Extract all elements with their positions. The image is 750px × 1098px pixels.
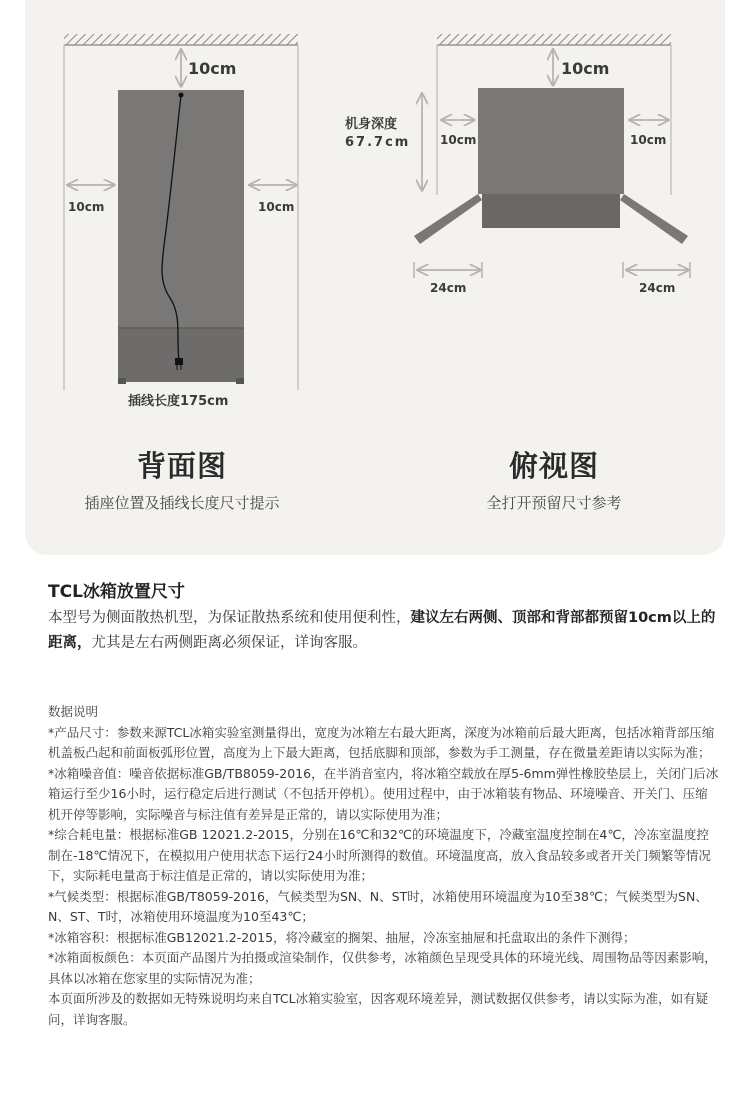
placement-title: TCL冰箱放置尺寸	[48, 582, 185, 602]
door-right-width: 24cm	[639, 281, 676, 295]
depth-value: 67.7cm	[345, 135, 411, 150]
note-power: *综合耗电量：根据标准GB 12021.2-2015，分别在16℃和32℃的环境温度下，冷藏室温度控制在4℃，冷冻室温度控制在-18℃情况下，在模拟用户使用状态下运行24小时所测得的数值。环境温度高，放入食品较多或者开关门频繁等情况下，实际耗电量高于标注值是正常的，请以实际使用为准；	[48, 827, 711, 883]
top-wall-hatch	[437, 34, 671, 45]
data-notes	[48, 702, 720, 1030]
placement-diagrams	[0, 0, 750, 420]
note-noise: *冰箱噪音值：噪音依据标准GB/TB8059-2016，在半消音室内，将冰箱空载放在厚5-6mm弹性橡胶垫层上，关闭门后冰箱运行至少16小时，运行稳定后进行测试（不包括开停机）。使用过程中，由于冰箱装有物品、环境噪音、开关门、压缩机开停等影响，实际噪音与标注值有差异是正常的，请以实际使用为准；	[48, 765, 719, 822]
top-view-subtitle: 全打开预留尺寸参考	[486, 494, 622, 512]
notes-heading: 数据说明	[48, 704, 99, 719]
left-door-open	[414, 194, 482, 244]
note-color: *冰箱面板颜色：本页面产品图片为拍摄或渲染制作，仅供参考，冰箱颜色呈现受具体的环境光线、周围物品等因素影响，具体以冰箱在您家里的实际情况为准；	[48, 950, 717, 986]
back-view-subtitle: 插座位置及插线长度尺寸提示	[84, 494, 280, 512]
depth-label: 机身深度	[345, 117, 398, 132]
top-gap-right: 10cm	[630, 133, 667, 147]
placement-description	[48, 606, 720, 656]
back-gap-top: 10cm	[188, 59, 237, 78]
cord-length-label: 插线长度175cm	[128, 394, 229, 409]
note-volume: *冰箱容积：根据标准GB12021.2-2015，将冷藏室的搁架、抽屉，冷冻室抽屉和托盘取出的条件下测得；	[48, 929, 636, 945]
door-left-width: 24cm	[430, 281, 467, 295]
back-gap-left: 10cm	[68, 200, 105, 214]
placement-text-a: 本型号为侧面散热机型，为保证散热系统和使用便利性，	[48, 610, 411, 626]
back-view-diagram	[64, 34, 298, 409]
back-view-title: 背面图	[136, 449, 227, 483]
note-product-size: *产品尺寸：参数来源TCL冰箱实验室测量得出，宽度为冰箱左右最大距离，深度为冰箱前后最大距离，包括冰箱背部压缩机盖板凸起和前面板弧形位置，高度为上下最大距离，包括底脚和顶部，参数为手工测量，存在微量差距请以实际为准；	[48, 724, 715, 760]
note-source: 本页面所涉及的数据如无特殊说明均来自TCL冰箱实验室，因客观环境差异，测试数据仅供参考，请以实际为准，如有疑问，详询客服。	[48, 991, 709, 1027]
top-gap-top: 10cm	[561, 59, 610, 78]
top-view-title: 俯视图	[508, 449, 599, 483]
top-gap-left: 10cm	[440, 133, 477, 147]
top-fridge-body	[478, 88, 624, 194]
back-gap-right: 10cm	[258, 200, 295, 214]
top-view-diagram	[345, 34, 690, 295]
top-fridge-drawer	[482, 194, 620, 228]
right-door-open	[620, 194, 688, 244]
placement-text-b: 尤其是左右两侧距离必须保证，详询客服。	[91, 635, 367, 651]
placement-text-bold: 建议左右两侧、顶部和背部都预留10cm以上的距离，	[48, 610, 716, 651]
note-climate: *气候类型：根据标准GB/T8059-2016，气候类型为SN、N、ST时，冰箱使用环境温度为10至38℃；气候类型为SN、N、ST、T时，冰箱使用环境温度为10至43℃；	[48, 888, 708, 924]
back-wall-hatch	[64, 34, 298, 45]
